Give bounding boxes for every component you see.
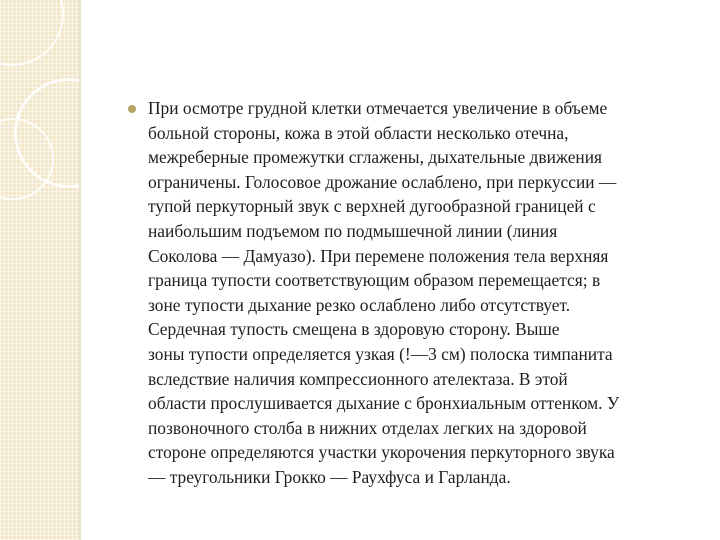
text-line: зоны тупости определяется узкая (!—3 см) полоска тимпанита: [148, 343, 613, 364]
text-line: позвоночного столба в нижних отделах легких на здоровой: [148, 417, 587, 438]
band-divider: [79, 0, 81, 540]
text-line: При осмотре грудной клетки отмечается увеличение в объеме: [148, 98, 608, 118]
decorative-circle: [0, 0, 64, 66]
text-line: зоне тупости дыхание резко ослаблено либо отсутствует.: [148, 294, 571, 315]
text-line: Соколова — Дамуазо). При перемене положения тела верхняя: [148, 245, 609, 266]
slide-content: [128, 96, 698, 490]
text-line: тупой перкуторный звук с верхней дугообразной границей с: [148, 196, 596, 217]
text-line: стороне определяются участки укорочения перкуторного звука: [148, 442, 615, 463]
text-line: наибольшим подъемом по подмышечной линии (линия: [148, 220, 558, 241]
body-paragraph: [148, 96, 698, 490]
text-line: вследствие наличия компрессионного ателектаза. В этой: [148, 368, 568, 389]
text-line: Сердечная тупость смещена в здоровую сторону. Выше: [148, 319, 560, 340]
decorative-side-band: [0, 0, 79, 540]
text-line: межреберные промежутки сглажены, дыхательные движения: [148, 147, 603, 168]
text-line: ограничены. Голосовое дрожание ослаблено, при перкуссии —: [148, 171, 617, 192]
text-line: граница тупости соответствующим образом перемещается; в: [148, 270, 601, 291]
text-line: — треугольники Грокко — Раухфуса и Гарланда.: [148, 466, 511, 487]
text-line: больной стороны, кожа в этой области несколько отечна,: [148, 122, 569, 143]
bullet-icon: [128, 105, 136, 113]
text-line: области прослушивается дыхание с бронхиальным оттенком. У: [148, 393, 620, 414]
